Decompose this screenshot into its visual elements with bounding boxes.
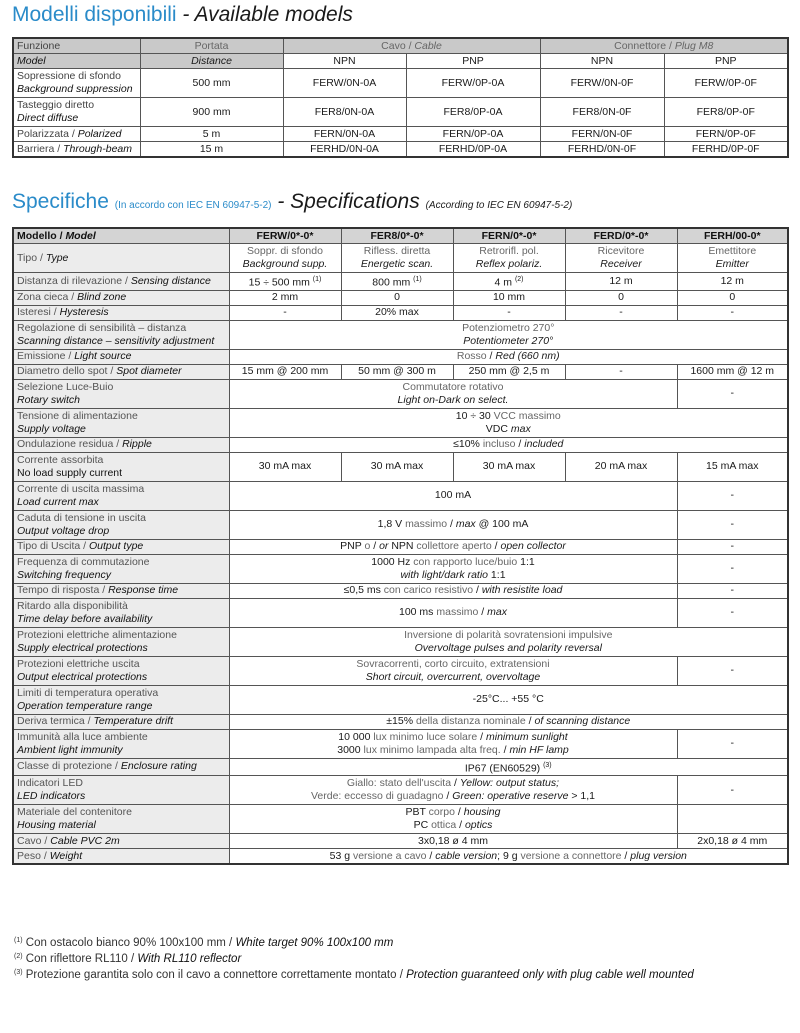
row-label: Ondulazione residua / Ripple	[13, 437, 229, 452]
cell: 3x0,18 ø 4 mm	[229, 834, 677, 849]
spec-row	[13, 583, 788, 598]
row-label: Tensione di alimentazione Supply voltage	[13, 408, 229, 437]
header-cell-cable: Cavo / Cable	[283, 38, 540, 54]
cell: -	[677, 776, 788, 805]
title-it: Specifiche	[12, 190, 109, 213]
cell: -	[677, 510, 788, 539]
cell: -	[565, 305, 677, 320]
cell: FERHD/0P-0A	[406, 142, 540, 158]
cell: 30 mA max	[453, 452, 565, 481]
cell: 2 mm	[229, 290, 341, 305]
cell: 2x0,18 ø 4 mm	[677, 834, 788, 849]
cell: PBT corpo / housing PC ottica / optics	[229, 805, 677, 834]
row-label: Tasteggio diretto Direct diffuse	[13, 98, 140, 127]
title-en: Specifications	[290, 190, 420, 213]
row-label: Selezione Luce-Buio Rotary switch	[13, 379, 229, 408]
row-label: Classe di protezione / Enclosure rating	[13, 758, 229, 776]
cell: 0	[565, 290, 677, 305]
spec-row	[13, 408, 788, 437]
cell: 250 mm @ 2,5 m	[453, 364, 565, 379]
row-label: Protezioni elettriche alimentazione Supply electrical protections	[13, 627, 229, 656]
header-cell: NPN	[540, 54, 664, 69]
cell: FERN/0P-0F	[664, 127, 788, 142]
cell: IP67 (EN60529) $^{(3)}$	[229, 758, 788, 776]
cell: 30 mA max	[341, 452, 453, 481]
spec-row	[13, 510, 788, 539]
header-cell: Model	[13, 54, 140, 69]
spec-row	[13, 758, 788, 776]
spec-row	[13, 290, 788, 305]
cell: ≤0,5 ms con carico resistivo / with resistite load	[229, 583, 677, 598]
row-label: Corrente assorbita No load supply current	[13, 452, 229, 481]
cell: Giallo: stato dell'uscita / Yellow: output status; Verde: eccesso di guadagno / Green: operative reserve > 1,1	[229, 776, 677, 805]
spec-row	[13, 481, 788, 510]
cell: Inversione di polarità sovratensioni impulsive Overvoltage pulses and polarity reversal	[229, 627, 788, 656]
cell: FERHD/0N-0F	[540, 142, 664, 158]
cell: 53 g versione a cavo / cable version; 9 g versione a connettore / plug version	[229, 849, 788, 865]
spec-row	[13, 849, 788, 865]
cell	[677, 805, 788, 834]
section-title-models	[12, 3, 353, 27]
cell: 1000 Hz con rapporto luce/buio 1:1 with light/dark ratio 1:1	[229, 554, 677, 583]
spec-row	[13, 305, 788, 320]
cell: 20% max	[341, 305, 453, 320]
spec-row	[13, 554, 788, 583]
cell: Retrorifl. pol. Reflex polariz.	[453, 244, 565, 273]
row-label: Cavo / Cable PVC 2m	[13, 834, 229, 849]
cell: ±15% della distanza nominale / of scanning distance	[229, 714, 788, 729]
cell: FERW/0N-0F	[540, 69, 664, 98]
row-label: Modello / Model	[13, 228, 229, 244]
spec-header-row	[13, 228, 788, 244]
cell: -	[565, 364, 677, 379]
header-cell: Portata	[140, 38, 283, 54]
cell: 50 mm @ 300 m	[341, 364, 453, 379]
header-cell-plug: Connettore / Plug M8	[540, 38, 788, 54]
cell: FER8/0N-0A	[283, 98, 406, 127]
row-label: Zona cieca / Blind zone	[13, 290, 229, 305]
table-row	[13, 127, 788, 142]
specifications-table	[12, 227, 789, 865]
spec-row	[13, 685, 788, 714]
cell: Sovracorrenti, corto circuito, extratensioni Short circuit, overcurrent, overvoltage	[229, 656, 677, 685]
row-label: Frequenza di commutazione Switching frequency	[13, 554, 229, 583]
header-cell: NPN	[283, 54, 406, 69]
cell: Rifless. diretta Energetic scan.	[341, 244, 453, 273]
spec-row	[13, 729, 788, 758]
row-label: Polarizzata / Polarized	[13, 127, 140, 142]
row-label: Tipo / Type	[13, 244, 229, 273]
model-header: FERW/0*-0*	[229, 228, 341, 244]
cell: 1,8 V massimo / max @ 100 mA	[229, 510, 677, 539]
row-label: Peso / Weight	[13, 849, 229, 865]
cell: 12 m	[565, 273, 677, 291]
cell: 0	[341, 290, 453, 305]
model-header: FER8/0*-0*	[341, 228, 453, 244]
cell: 12 m	[677, 273, 788, 291]
row-label: Tipo di Uscita / Output type	[13, 539, 229, 554]
cell: 15 mm @ 200 mm	[229, 364, 341, 379]
header-cell: Funzione	[13, 38, 140, 54]
cell: 1600 mm @ 12 m	[677, 364, 788, 379]
cell: Soppr. di sfondo Background supp.	[229, 244, 341, 273]
cell: -	[677, 481, 788, 510]
title-note-en: (According to IEC EN 60947-5-2)	[425, 200, 573, 211]
cell: -	[453, 305, 565, 320]
model-header: FERN/0*-0*	[453, 228, 565, 244]
row-label: Diametro dello spot / Spot diameter	[13, 364, 229, 379]
spec-row	[13, 656, 788, 685]
cell: -	[677, 729, 788, 758]
cell: 30 mA max	[229, 452, 341, 481]
title-note-it: (In accordo con IEC EN 60947-5-2)	[114, 200, 272, 211]
cell: 10 ÷ 30 VCC massimo VDC max	[229, 408, 788, 437]
row-label: Limiti di temperatura operativa Operation temperature range	[13, 685, 229, 714]
models-table	[12, 37, 789, 158]
cell: -	[677, 539, 788, 554]
cell: 500 mm	[140, 69, 283, 98]
table-row	[13, 69, 788, 98]
cell: Potenziometro 270° Potentiometer 270°	[229, 320, 788, 349]
cell: -	[677, 656, 788, 685]
cell: Commutatore rotativo Light on-Dark on select.	[229, 379, 677, 408]
spec-row	[13, 776, 788, 805]
spec-row	[13, 805, 788, 834]
cell: -	[677, 583, 788, 598]
cell: 0	[677, 290, 788, 305]
spec-row	[13, 714, 788, 729]
cell: PNP o / or NPN collettore aperto / open collector	[229, 539, 677, 554]
cell: Rosso / Red (660 nm)	[229, 349, 788, 364]
spec-row	[13, 437, 788, 452]
cell: 15 m	[140, 142, 283, 158]
row-label: Regolazione di sensibilità – distanza Scanning distance – sensitivity adjustment	[13, 320, 229, 349]
cell: 800 mm $^{(1)}$	[341, 273, 453, 291]
header-cell: Distance	[140, 54, 283, 69]
cell: 4 m $^{(2)}$	[453, 273, 565, 291]
row-label: Protezioni elettriche uscita Output electrical protections	[13, 656, 229, 685]
row-label: Immunità alla luce ambiente Ambient light immunity	[13, 729, 229, 758]
cell: 900 mm	[140, 98, 283, 127]
row-label: Indicatori LED LED indicators	[13, 776, 229, 805]
spec-row	[13, 273, 788, 291]
row-label: Deriva termica / Temperature drift	[13, 714, 229, 729]
row-label: Sopressione di sfondo Background suppression	[13, 69, 140, 98]
cell: 20 mA max	[565, 452, 677, 481]
row-label: Materiale del contenitore Housing material	[13, 805, 229, 834]
row-label: Tempo di risposta / Response time	[13, 583, 229, 598]
spec-row	[13, 539, 788, 554]
cell: -	[677, 379, 788, 408]
row-label: Emissione / Light source	[13, 349, 229, 364]
title-sep: -	[176, 3, 195, 26]
model-header: FERH/00-0*	[677, 228, 788, 244]
footnote: $^{(1)}$ Con ostacolo bianco 90% 100x100 mm / White target 90% 100x100 mm	[14, 937, 394, 949]
cell: FERW/0P-0F	[664, 69, 788, 98]
cell: FER8/0P-0A	[406, 98, 540, 127]
spec-row	[13, 244, 788, 273]
cell: 15 mA max	[677, 452, 788, 481]
cell: FERN/0N-0F	[540, 127, 664, 142]
title-sep: -	[271, 190, 291, 213]
table-row	[13, 142, 788, 158]
cell: FERHD/0P-0F	[664, 142, 788, 158]
cell: -	[677, 554, 788, 583]
spec-row	[13, 627, 788, 656]
table-row	[13, 98, 788, 127]
cell: Emettitore Emitter	[677, 244, 788, 273]
cell: Ricevitore Receiver	[565, 244, 677, 273]
cell: 10 000 lux minimo luce solare / minimum sunlight 3000 lux minimo lampada alta freq. / min HF lamp	[229, 729, 677, 758]
cell: FER8/0N-0F	[540, 98, 664, 127]
header-cell: PNP	[406, 54, 540, 69]
cell: FERN/0P-0A	[406, 127, 540, 142]
spec-row	[13, 379, 788, 408]
spec-row	[13, 320, 788, 349]
footnote: $^{(2)}$ Con riflettore RL110 / With RL110 reflector	[14, 953, 242, 965]
row-label: Distanza di rilevazione / Sensing distance	[13, 273, 229, 291]
models-header-row	[13, 54, 788, 69]
title-en: Available models	[194, 3, 353, 26]
cell: FERW/0N-0A	[283, 69, 406, 98]
cell: FER8/0P-0F	[664, 98, 788, 127]
row-label: Barriera / Through-beam	[13, 142, 140, 158]
cell: FERHD/0N-0A	[283, 142, 406, 158]
cell: -	[677, 598, 788, 627]
cell: 100 ms massimo / max	[229, 598, 677, 627]
spec-row	[13, 349, 788, 364]
row-label: Caduta di tensione in uscita Output voltage drop	[13, 510, 229, 539]
spec-row	[13, 834, 788, 849]
cell: FERW/0P-0A	[406, 69, 540, 98]
header-cell: PNP	[664, 54, 788, 69]
row-label: Corrente di uscita massima Load current max	[13, 481, 229, 510]
title-it: Modelli disponibili	[12, 3, 177, 26]
section-title-specifications	[12, 190, 572, 214]
model-header: FERD/0*-0*	[565, 228, 677, 244]
spec-row	[13, 364, 788, 379]
cell: FERN/0N-0A	[283, 127, 406, 142]
spec-row	[13, 452, 788, 481]
cell: -	[229, 305, 341, 320]
cell: 100 mA	[229, 481, 677, 510]
row-label: Ritardo alla disponibilità Time delay before availability	[13, 598, 229, 627]
spec-row	[13, 598, 788, 627]
row-label: Isteresi / Hysteresis	[13, 305, 229, 320]
footnote: $^{(3)}$ Protezione garantita solo con il cavo a connettore correttamente montato / Protection guaranteed only with plug cable well mounted	[14, 969, 694, 981]
cell: -	[677, 305, 788, 320]
models-header-row	[13, 38, 788, 54]
cell: 5 m	[140, 127, 283, 142]
cell: ≤10% incluso / included	[229, 437, 788, 452]
cell: 15 ÷ 500 mm $^{(1)}$	[229, 273, 341, 291]
cell: 10 mm	[453, 290, 565, 305]
cell: -25°C... +55 °C	[229, 685, 788, 714]
